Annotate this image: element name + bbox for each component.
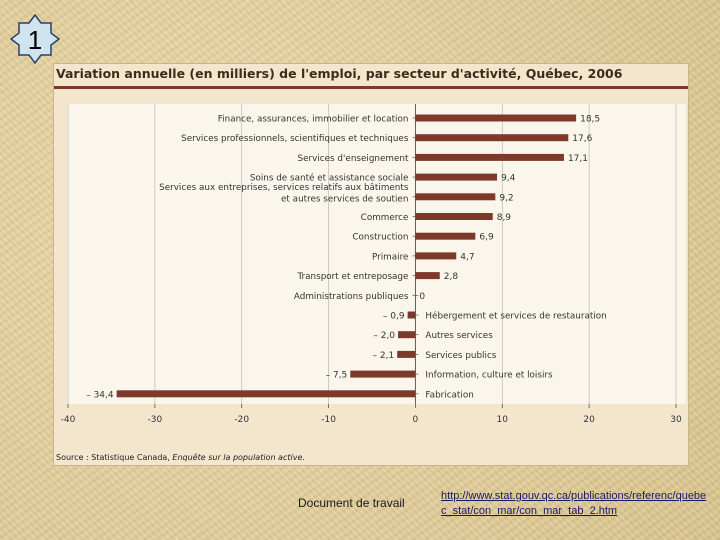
slide-number-badge — [10, 14, 60, 64]
bar — [398, 331, 415, 338]
bar-chart — [54, 64, 690, 467]
category-label: Services professionnels, scientifiques et techniques — [181, 134, 409, 145]
bar — [415, 154, 564, 161]
data-label: 9,4 — [501, 173, 516, 184]
bar — [350, 371, 415, 378]
chart-title: Variation annuelle (en milliers) de l'emploi, par secteur d'activité, Québec, 2006 — [56, 66, 623, 81]
category-label: Primaire — [371, 252, 409, 263]
data-label: 0 — [419, 291, 426, 302]
bar — [397, 351, 415, 358]
category-label: Construction — [352, 232, 409, 243]
chart-figure — [53, 63, 689, 466]
data-label: – 2,1 — [372, 350, 395, 361]
category-label: Administrations publiques — [293, 291, 409, 302]
data-label: 17,1 — [567, 153, 589, 164]
bar — [408, 312, 416, 319]
bar — [117, 390, 416, 397]
data-label: – 0,9 — [382, 311, 405, 322]
category-label: Autres services — [425, 331, 493, 342]
category-label: Finance, assurances, immobilier et location — [217, 114, 409, 125]
chart-source — [56, 453, 305, 462]
bar — [415, 193, 495, 200]
bar — [415, 272, 439, 279]
data-label: 18,5 — [580, 114, 601, 125]
data-label: 2,8 — [443, 272, 459, 283]
data-label: 6,9 — [479, 232, 494, 243]
data-label: – 7,5 — [325, 370, 348, 381]
x-tick-label: 10 — [496, 415, 509, 425]
bar — [415, 174, 497, 181]
x-tick-label: -20 — [234, 415, 250, 425]
slide-number: 1 — [27, 25, 43, 55]
x-tick-label: -30 — [147, 415, 163, 425]
category-label: Commerce — [360, 213, 409, 223]
x-tick-label: 20 — [583, 415, 595, 425]
category-label: Fabrication — [425, 390, 474, 401]
document-label: Document de travail — [298, 496, 405, 510]
category-label: Services d'enseignement — [297, 153, 409, 164]
data-label: – 2,0 — [373, 331, 396, 342]
source-link[interactable]: http://www.stat.gouv.qc.ca/publications/referenc/quebec_stat/con_mar/con_mar_tab_2.htm — [441, 490, 707, 517]
category-label: Hébergement et services de restauration — [425, 311, 607, 322]
x-tick-label: 0 — [412, 415, 419, 425]
source-title: Enquête sur la population active. — [172, 453, 305, 462]
data-label: 17,6 — [572, 134, 593, 145]
category-label: Transport et entreposage — [297, 272, 409, 283]
bar — [415, 252, 456, 259]
category-label: Services publics — [425, 350, 497, 361]
x-tick-label: 30 — [670, 415, 682, 425]
source-prefix: Source : Statistique Canada, — [56, 453, 173, 462]
data-label: 8,9 — [496, 213, 512, 223]
data-label: 4,7 — [460, 252, 475, 263]
bar — [415, 213, 492, 220]
category-label: Soins de santé et assistance sociale — [249, 173, 409, 184]
bar — [415, 233, 475, 240]
data-label: 9,2 — [499, 193, 514, 204]
category-label: Information, culture et loisirs — [425, 370, 553, 381]
category-label: Services aux entreprises, services relatifs aux bâtiments et autres services de soutien — [159, 182, 409, 205]
bar — [415, 115, 576, 122]
x-tick-label: -10 — [321, 415, 336, 425]
bar — [415, 134, 568, 141]
x-tick-label: -40 — [60, 415, 76, 425]
data-label: – 34,4 — [86, 390, 114, 401]
